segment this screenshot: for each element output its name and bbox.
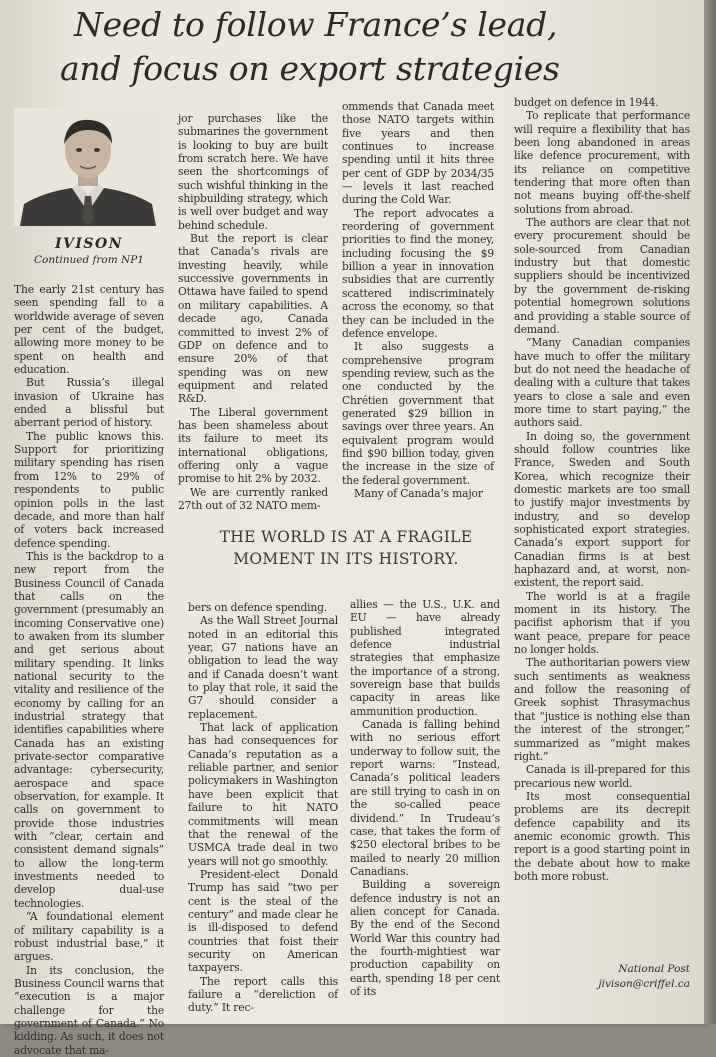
paragraph: That lack of application has had consequences for Canada’s reputation as a reliable partner, and senior policymakers in Washington have been explicit that failure to hit NATO commitments will mean that the renewal of the USMCA trade deal in two years will not go smoothly. — [188, 721, 338, 868]
paragraph: Building a sovereign defence industry is not an alien concept for Canada. By the end of the Second World War this country had the fourth-mightiest war production capability on earth, spending 18 per cent of its — [350, 878, 500, 998]
page-edge — [704, 0, 716, 1024]
paragraph: President-elect Donald Trump has said “two per cent is the steal of the century” and made clear he is ill-disposed to defend countries that foist their security on American taxpayers. — [188, 867, 338, 975]
signoff — [560, 962, 690, 992]
column-3-top — [342, 100, 494, 500]
column-1 — [14, 283, 164, 1057]
paragraph: We are currently ranked 27th out of 32 NATO mem- — [178, 485, 328, 512]
headline-line-2: and focus on export strategies — [60, 49, 560, 88]
paragraph: But the report is clear that Canada’s rivals are investing heavily, while successive governments in Ottawa have failed to spend on military capabilities. A decade ago, Canada committed to invest 2% of GDP on defence and to ensure 20% of that spending was on new equipment and related R&D. — [178, 232, 328, 406]
paragraph: The early 21st century has seen spending fall to a worldwide average of seven per cent of the budget, allowing more money to be spent on health and education. — [14, 283, 164, 377]
pull-quote — [196, 526, 496, 570]
paragraph: jor purchases like the submarines the government is looking to buy are built from scratch here. We have seen the shortcomings of such wishful thinking in the shipbuilding strategy, which is well over budget and way behind schedule. — [178, 112, 328, 232]
paragraph: It also suggests a comprehensive program spending review, such as the one conducted by the Chrétien government that generated $29 billion in savings over three years. An equivalent program would find $90 billion today, given the increase in the size of the federal government. — [342, 340, 494, 487]
column-3-bottom — [350, 598, 500, 998]
paragraph: The public knows this. Support for prioritizing military spending has risen from 12% to 29% of respondents to public opinion polls in the last decade, and more than half of voters back increased defence spending. — [14, 429, 164, 550]
publication-name: National Post — [618, 963, 690, 975]
paragraph: In its conclusion, the Business Council warns that “execution is a major challenge for the government of Canada.” No kidding. As such, it does not advocate that ma- — [14, 963, 165, 1057]
paragraph: allies — the U.S., U.K. and EU — have already published integrated defence industrial strategies that emphasize the importance of a strong, sovereign base that builds capacity in areas like ammunition production. — [350, 598, 500, 718]
author-portrait — [14, 108, 162, 226]
paragraph: This is the backdrop to a new report from the Business Council of Canada that calls on the government (presumably an incoming Conservative one) to awaken from its slumber and get serious about military spending. It links national security to the vitality and resilience of the economy by calling for an industrial strategy that identifies capabilities where Canada has an existing private-sector comparative advantage: cybersecurity, aerospace and space observation, for example. It calls on government to provide those industries with “clear, certain and consistent demand signals” to allow the long-term investments needed to develop dual-use technologies. — [14, 549, 164, 910]
author-name: IVISON — [54, 236, 124, 252]
paragraph: budget on defence in 1944. — [514, 96, 659, 109]
continued-from: Continued from NP1 — [34, 254, 144, 266]
paragraph: To replicate that performance will require a flexibility that has been long abandoned in areas like defence procurement, with its reliance on competitive tendering that more often than not means buying off-the-shelf solutions from abroad. — [514, 109, 690, 216]
pull-quote-line-1: THE WORLD IS AT A FRAGILE — [219, 528, 473, 546]
paragraph: But Russia’s illegal invasion of Ukraine has ended a blissful but aberrant period of history. — [14, 376, 164, 430]
paragraph: bers on defence spending. — [188, 601, 328, 614]
paragraph: The authoritarian powers view such sentiments as weakness and follow the reasoning of Greek sophist Thrasymachus that “justice is nothing else than the interest of the stronger,” summarized as “might makes right.” — [514, 656, 690, 763]
author-email: jivison@criffel.ca — [598, 978, 690, 990]
paragraph: Many of Canada’s major — [354, 486, 483, 500]
byline — [14, 236, 164, 266]
paragraph: The world is at a fragile moment in its history. The pacifist aphorism that if you want peace, prepare for peace no longer holds. — [514, 589, 690, 657]
paragraph: The report calls this failure a “dereliction of duty.” It rec- — [188, 974, 338, 1015]
column-2-bottom — [188, 601, 338, 1015]
paragraph: As the Wall Street Journal noted in an editorial this year, G7 nations have an obligation to lead the way and if Canada doesn’t want to play that role, it said the G7 should consider a replacement. — [188, 614, 338, 721]
author-photo-illustration — [14, 108, 162, 226]
column-4 — [514, 96, 690, 883]
paragraph: “Many Canadian companies have much to offer the military but do not need the headache of dealing with a culture that takes years to close a sale and even more time to start paying,” the authors said. — [514, 336, 690, 430]
headline-line-1: Need to follow France’s lead, — [74, 5, 558, 44]
paragraph: “A foundational element of military capability is a robust industrial base,” it argues. — [14, 910, 164, 964]
paragraph: The report advocates a reordering of government priorities to find the money, including focusing the $9 billion a year in innovation subsidies that are currently scattered indiscriminately across the economy, so that they can be included in the defence envelope. — [342, 206, 494, 340]
paragraph: The Liberal government has been shameless about its failure to meet its international obligations, offering only a vague promise to hit 2% by 2032. — [178, 405, 328, 486]
pull-quote-line-2: MOMENT IN ITS HISTORY. — [233, 550, 459, 568]
paragraph: The authors are clear that not every procurement should be sole-sourced from Canadian industry but that domestic suppliers should be incentivized by the government de-risking potential homegrown solutions and providing a stable source of demand. — [514, 216, 690, 336]
paragraph: Canada is ill-prepared for this precarious new world. — [514, 763, 690, 790]
paragraph: Its most consequential problems are its decrepit defence capability and its anemic economic growth. This report is a good starting point in the debate about how to make both more robust. — [514, 789, 690, 883]
paragraph: In doing so, the government should follow countries like France, Sweden and South Korea, which recognize their domestic markets are too small to justify major investments by industry, and so develop sophisticated export strategies. Canada’s export support for Canadian firms is at best haphazard and, at worst, non-existent, the report said. — [514, 429, 690, 590]
column-2-top — [178, 112, 328, 512]
paragraph: Canada is falling behind with no serious effort underway to follow suit, the report warns: “Instead, Canada’s political leaders are still trying to cash in on the so-called peace dividend.” In Trudeau’s case, that takes the form of $250 electoral bribes to be mailed to nearly 20 million Canadians. — [350, 718, 500, 878]
paragraph: ommends that Canada meet those NATO targets within five years and then continues to increase spending until it hits three per cent of GDP by 2034/35 — levels it last reached during the Cold War. — [342, 100, 494, 207]
